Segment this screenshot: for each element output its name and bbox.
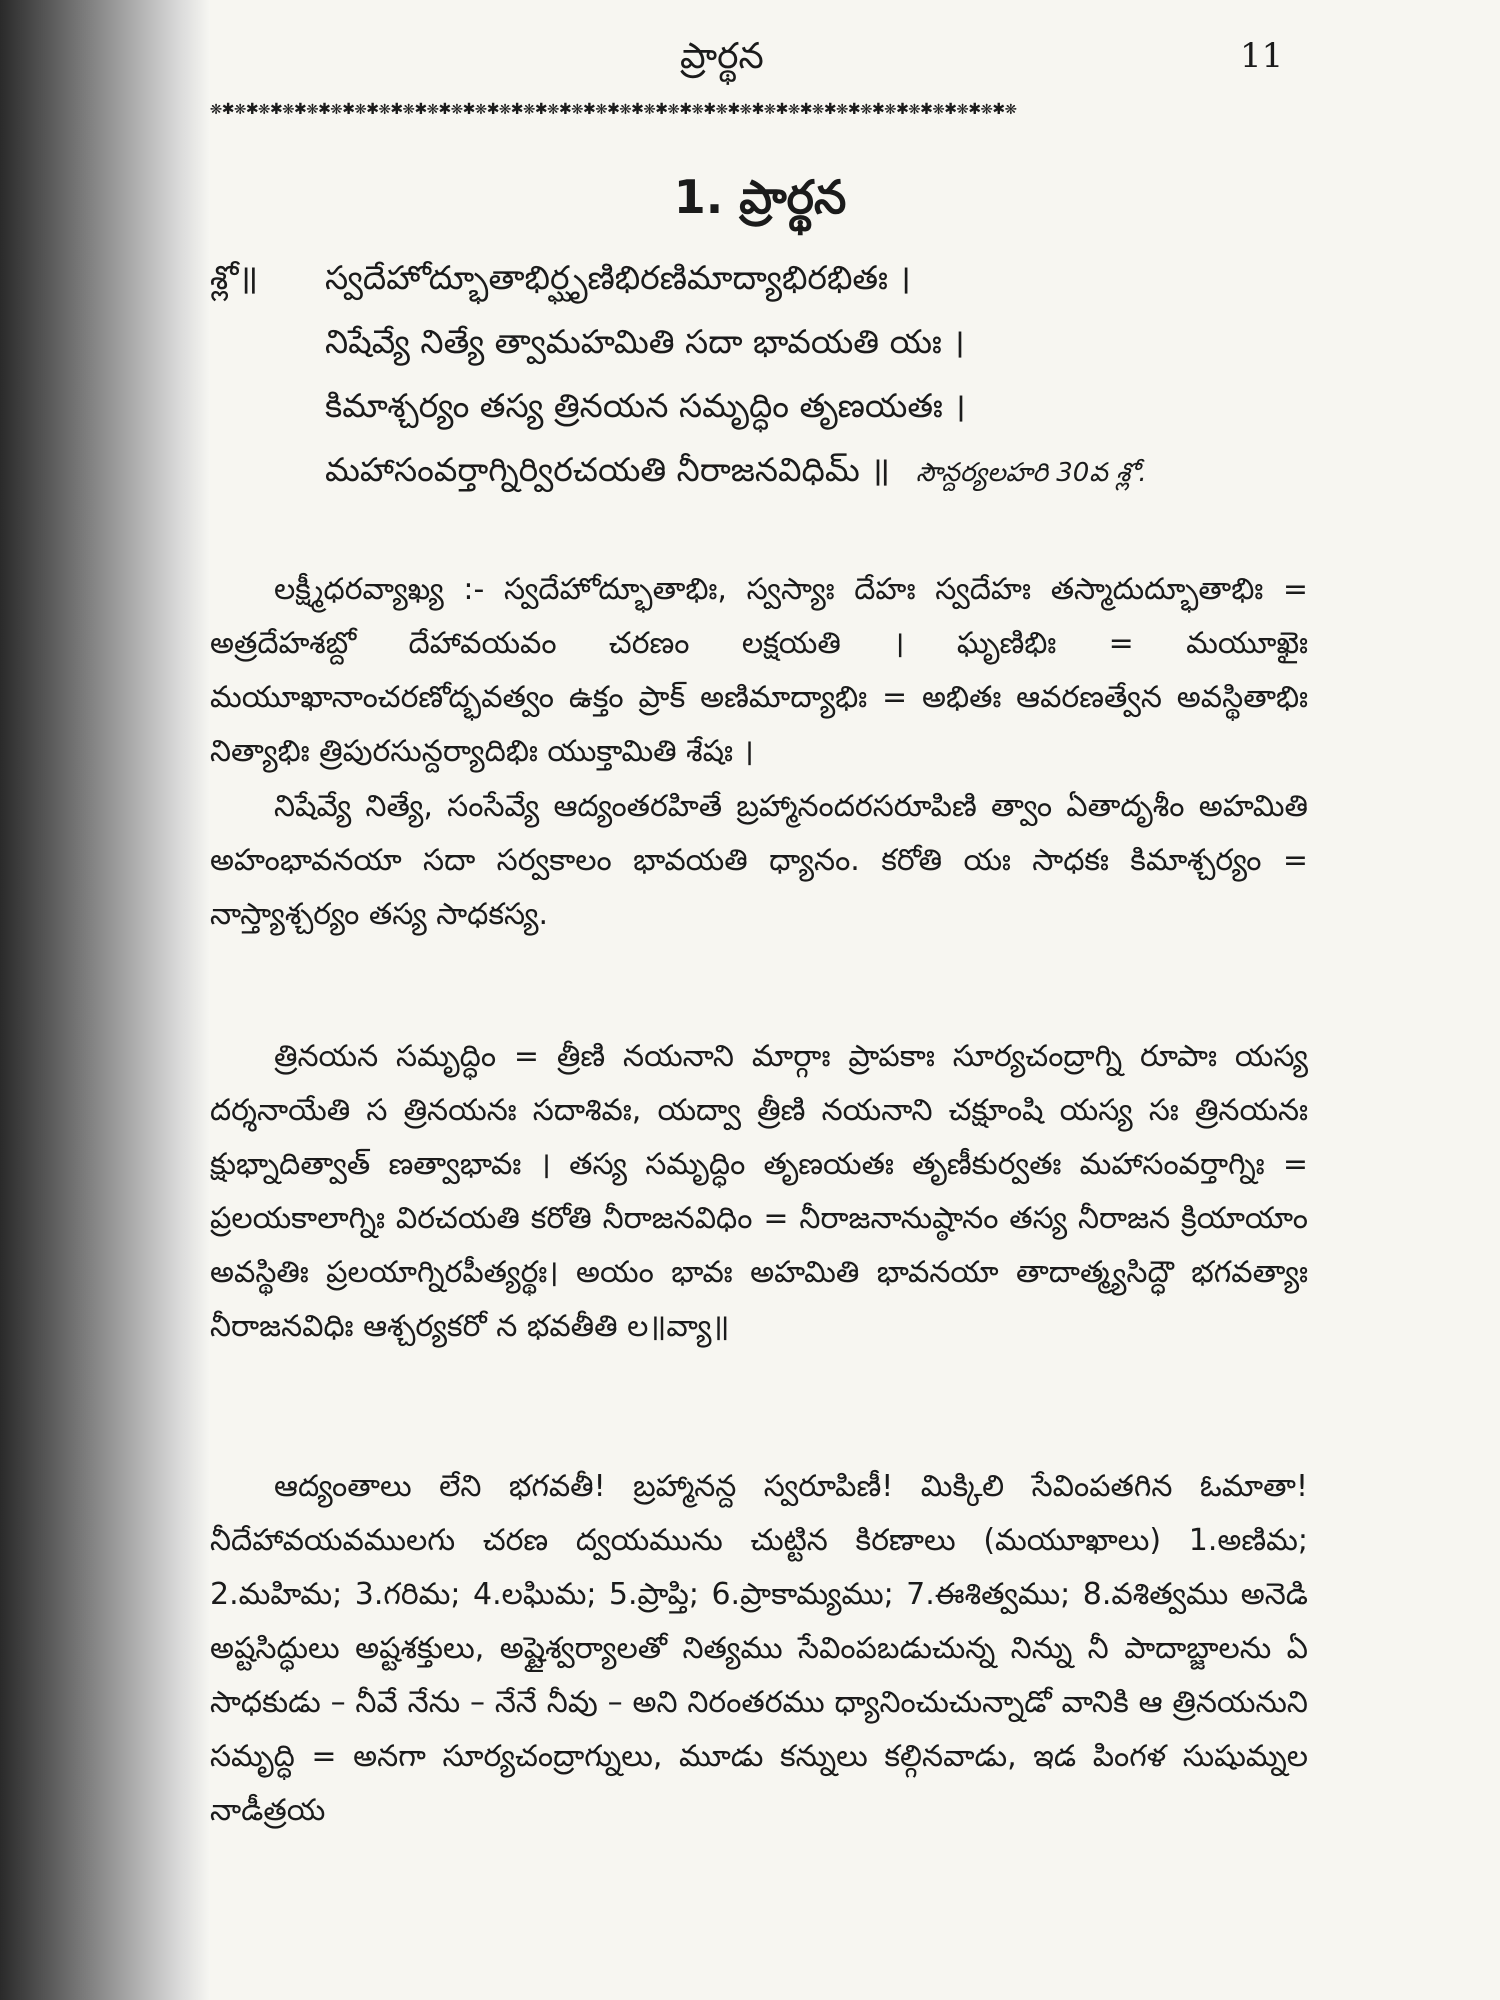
sloka-marker: శ్లో॥ (210, 258, 259, 297)
verse-line (210, 258, 1310, 322)
verse-line (210, 322, 1310, 386)
page-header (210, 28, 1310, 98)
verse-line-text: నిషేవ్యే నిత్యే త్వామహమితి సదా భావయతి యః । (325, 322, 965, 361)
translation-paragraph: ఆద్యంతాలు లేని భగవతీ! బ్రహ్మానన్ద స్వరూపిణీ! మిక్కిలి సేవింపతగిన ఓమాతా! నీదేహావయవములగు చరణ ద్వయమును చుట్టిన కిరణాలు (మయూఖాలు) 1.అణిమ; 2.మహిమ; 3.గరిమ; 4.లఘిమ; 5.ప్రాప్తి; 6.ప్రాకామ్యము; 7.ఈశిత్వము; 8.వశిత్వము అనెడి అష్టసిద్ధులు అష్టశక్తులు, అష్టైశ్వర్యాలతో నిత్యము సేవింపబడుచున్న నిన్ను నీ పాదాబ్జాలను ఏ సాధకుడు – నీవే నేను – నేనే నీవు – అని నిరంతరము ధ్యానించుచున్నాడో వానికి ఆ త్రినయనుని సమృద్ధి = అనగా సూర్యచంద్రాగ్నులు, మూడు కన్నులు కల్గినవాడు, ఇడ పింగళ సుషుమ్నల నాడీత్రయ (210, 1469, 1308, 1828)
commentary-paragraph: నిషేవ్యే నిత్యే, సంసేవ్యే ఆద్యంతరహితే బ్రహ్మానందరసరూపిణి త్వాం ఏతాదృశీం అహమితి అహంభావనయా సదా సర్వకాలం భావయతి ధ్యానం. కరోతి యః సాధకః కిమాశ్చర్యం = నాస్త్యాశ్చర్యం తస్య సాధకస్య. (210, 789, 1308, 932)
verse-line-text: కిమాశ్చర్యం తస్య త్రినయన సమృద్ధిం తృణయతః । (325, 386, 966, 425)
verse-line-text: స్వదేహోద్భూతాభిర్ఘృణిభిరణిమాద్యాభిరభితః । (325, 258, 911, 297)
chapter-title: 1. ప్రార్థన (673, 170, 847, 224)
book-page (210, 0, 1500, 2000)
verse-line (210, 450, 1310, 514)
ornamental-divider: ❋✱❋✱❋✱❋✱❋✱❋✱❋✱❋✱❋✱❋✱❋✱❋✱❋✱❋✱❋✱❋✱❋✱❋✱❋✱❋✱❋✱❋✱❋✱❋✱❋✱❋✱❋✱❋✱❋✱❋✱❋✱❋✱❋✱❋ (210, 95, 1017, 119)
running-title: ప్రార్థన (680, 36, 764, 77)
verse-line (210, 386, 1310, 450)
verse-source: సౌన్దర్యలహరి 30వ శ్లో. (915, 458, 1147, 488)
commentary-paragraph: త్రినయన సమృద్ధిం = త్రీణి నయనాని మార్గాః ప్రాపకాః సూర్యచంద్రాగ్ని రూపాః యస్య దర్శనాయేతి స త్రినయనః సదాశివః, యద్వా త్రీణి నయనాని చక్షూంషి యస్య సః త్రినయనః క్షుభ్నాదిత్వాత్ ణత్వాభావః । తస్య సమృద్ధిం తృణయతః తృణీకుర్వతః మహాసంవర్తాగ్నిః = ప్రలయకాలాగ్నిః విరచయతి కరోతి నీరాజనవిధిం = నీరాజనానుష్ఠానం తస్య నీరాజన క్రియాయాం అవస్థితిః ప్రలయాగ్నిరపీత్యర్థః। అయం భావః అహమితి భావనయా తాదాత్మ్యసిద్ధౌ భగవత్యాః నీరాజనవిధిః ఆశ్చర్యకరో న భవతీతి ల॥వ్యా॥ (210, 1039, 1308, 1344)
book-binding-shadow (0, 0, 210, 2000)
commentary-paragraph: లక్ష్మీధరవ్యాఖ్య :- స్వదేహోద్భూతాభిః, స్వస్యాః దేహః స్వదేహః తస్మాదుద్భూతాభిః = అత్రదేహశబ్దో దేహావయవం చరణం లక్షయతి । ఘృణిభిః = మయూఖైః మయూఖానాంచరణోద్భవత్వం ఉక్తం ప్రాక్ అణిమాద్యాభిః = అభితః ఆవరణత్వేన అవస్థితాభిః నిత్యాభిః త్రిపురసున్దర్యాదిభిః యుక్తామితి శేషః । (210, 572, 1308, 769)
verse-line-words: మహాసంవర్తాగ్నిర్విరచయతి నీరాజనవిధిమ్ ॥ (325, 450, 890, 489)
sloka-block (210, 258, 1310, 514)
page-number: 11 (1240, 36, 1284, 76)
verse-line-text (325, 450, 1147, 497)
